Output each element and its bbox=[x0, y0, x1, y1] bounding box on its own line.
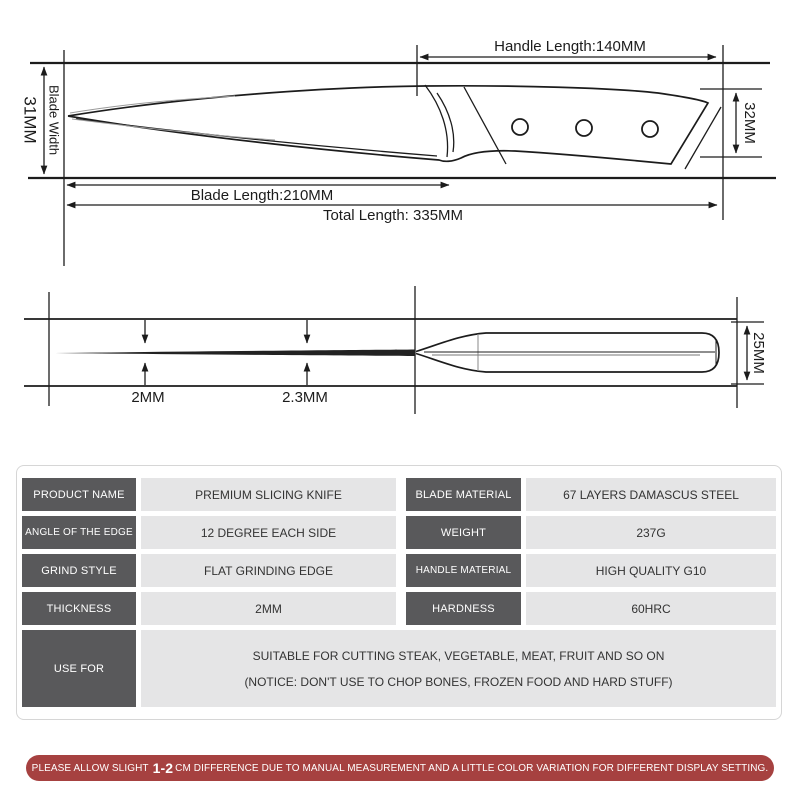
table-row bbox=[22, 516, 776, 549]
butt-diagonal bbox=[685, 107, 721, 169]
rivet-1 bbox=[512, 119, 528, 135]
total-length-label: Total Length: 335MM bbox=[322, 207, 464, 224]
blade-width-value-label: 31MM bbox=[20, 96, 40, 144]
use-for-line-1: SUITABLE FOR CUTTING STEAK, VEGETABLE, MEAT, FRUIT AND SO ON bbox=[252, 648, 665, 663]
spec-value-edge-angle: 12 DEGREE EACH SIDE bbox=[141, 516, 396, 549]
spec-label-weight: WEIGHT bbox=[406, 516, 521, 549]
edge-grind-line bbox=[76, 119, 437, 156]
blade-spine-sliver bbox=[55, 350, 415, 357]
measurement-notice-bar bbox=[26, 755, 774, 781]
table-row-use-for bbox=[22, 630, 776, 707]
spec-value-blade-material: 67 LAYERS DAMASCUS STEEL bbox=[526, 478, 776, 511]
spec-label-hardness: HARDNESS bbox=[406, 592, 521, 625]
spec-value-product-name: PREMIUM SLICING KNIFE bbox=[141, 478, 396, 511]
spec-label-blade-material: BLADE MATERIAL bbox=[406, 478, 521, 511]
blade-width-caption-label: Blade Width bbox=[46, 84, 62, 156]
spec-label-thickness: THICKNESS bbox=[22, 592, 136, 625]
table-row bbox=[22, 554, 776, 587]
spec-value-weight: 237G bbox=[526, 516, 776, 549]
table-row bbox=[22, 478, 776, 511]
notice-prefix: PLEASE ALLOW SLIGHT bbox=[31, 762, 149, 774]
blade-length-label: Blade Length:210MM bbox=[190, 187, 334, 204]
spec-value-hardness: 60HRC bbox=[526, 592, 776, 625]
bolster-curve-front bbox=[425, 85, 448, 157]
notice-suffix: CM DIFFERENCE DUE TO MANUAL MEASUREMENT AND A LITTLE COLOR VARIATION FOR DIFFERENT DISPLAY SETTING. bbox=[175, 762, 769, 774]
spec-value-thickness: 2MM bbox=[141, 592, 396, 625]
table-row bbox=[22, 592, 776, 625]
spec-label-handle-material: HANDLE MATERIAL bbox=[406, 554, 521, 587]
use-for-line-2: (NOTICE: DON'T USE TO CHOP BONES, FROZEN FOOD AND HARD STUFF) bbox=[244, 674, 673, 689]
spec-label-product-name: PRODUCT NAME bbox=[22, 478, 136, 511]
spec-value-grind-style: FLAT GRINDING EDGE bbox=[141, 554, 396, 587]
knife-side-profile-view bbox=[28, 45, 776, 266]
thickness-mid-label: 2.3MM bbox=[282, 389, 328, 406]
handle-length-label: Handle Length:140MM bbox=[494, 38, 646, 55]
handle-height-label: 25MM bbox=[750, 332, 768, 374]
rivet-2 bbox=[576, 120, 592, 136]
notice-highlight: 1-2 bbox=[152, 760, 174, 776]
spec-value-handle-material: HIGH QUALITY G10 bbox=[526, 554, 776, 587]
handle-width-label: 32MM bbox=[741, 102, 759, 144]
rivet-3 bbox=[642, 121, 658, 137]
spec-table-card bbox=[16, 465, 782, 720]
spec-label-edge-angle: ANGLE OF THE EDGE bbox=[22, 516, 136, 549]
spec-label-grind-style: GRIND STYLE bbox=[22, 554, 136, 587]
spec-value-use-for bbox=[141, 630, 776, 707]
spec-label-use-for: USE FOR bbox=[22, 630, 136, 707]
thickness-tip-label: 2MM bbox=[131, 389, 165, 406]
bolster-curve-back bbox=[437, 93, 454, 152]
